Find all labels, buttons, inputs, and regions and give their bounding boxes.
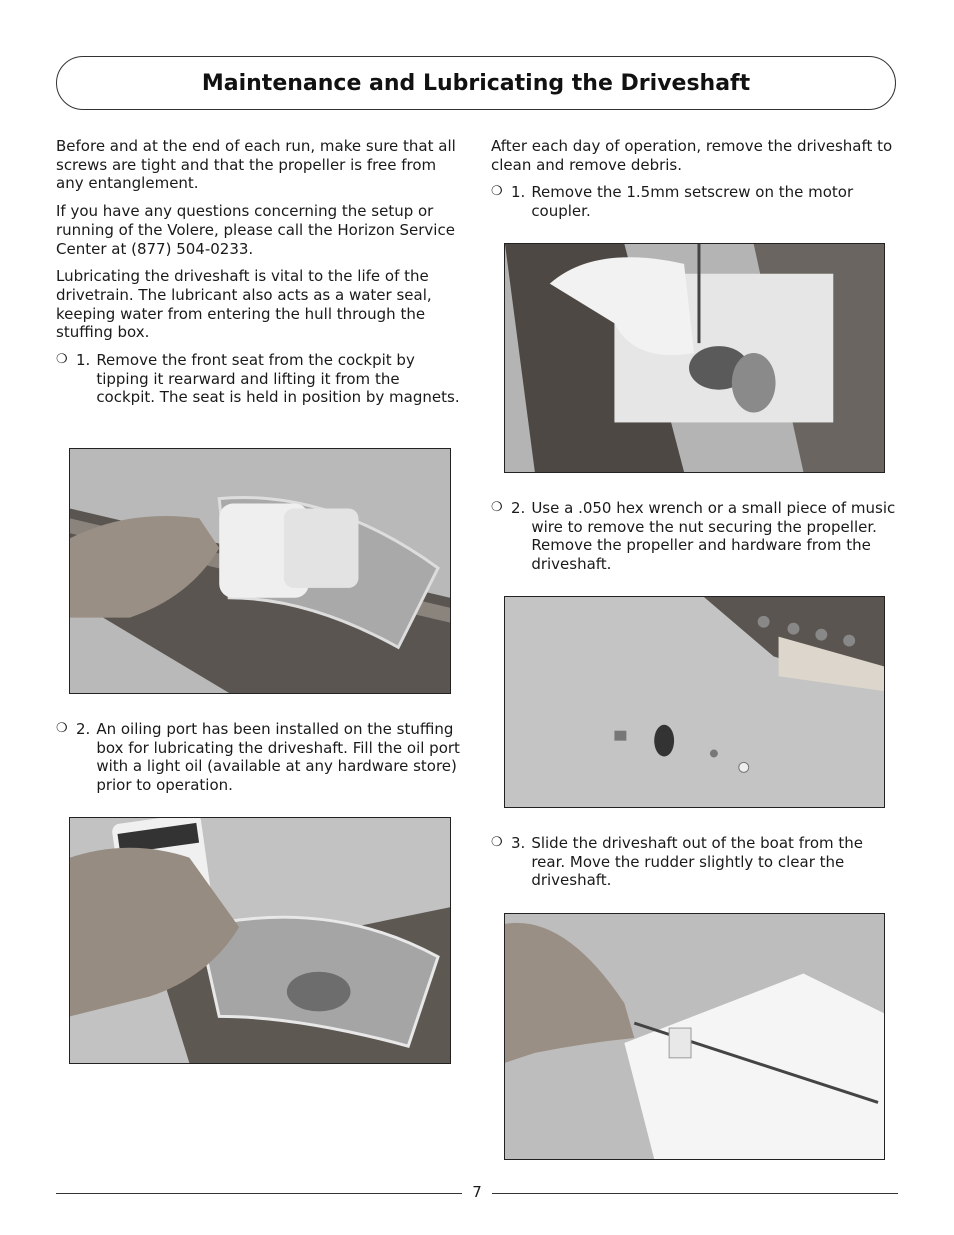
step-1-setscrew xyxy=(491,183,899,220)
paragraph: If you have any questions concerning the setup or running of the Volere, please call the Horizon Service Center at (877) 504-0233. xyxy=(56,202,455,258)
step-text: Remove the 1.5mm setscrew on the motor coupler. xyxy=(531,183,854,221)
checkbox-icon[interactable]: ❍ xyxy=(491,184,503,200)
step-2-oiling-port xyxy=(56,720,461,795)
step-2-remove-propeller xyxy=(491,499,899,574)
step-number: 1. xyxy=(511,183,526,202)
checkbox-icon[interactable]: ❍ xyxy=(491,835,503,850)
step-1-remove-seat xyxy=(56,351,461,407)
right-column-step-2 xyxy=(491,499,899,583)
step-number: 3. xyxy=(511,834,526,852)
step-number: 1. xyxy=(76,351,91,370)
photo-propeller-hardware xyxy=(504,596,885,808)
step-text: Use a .050 hex wrench or a small piece of music wire to remove the nut securing the propeller. Remove the propeller and hardware from the driveshaft. xyxy=(531,499,896,574)
checkbox-icon[interactable]: ❍ xyxy=(56,352,68,368)
photo-remove-seat xyxy=(69,448,451,694)
paragraph: Before and at the end of each run, make sure that all screws are tight and that the propeller is free from any entanglement. xyxy=(56,137,456,193)
step-3-slide-driveshaft xyxy=(491,834,899,890)
page-number: 7 xyxy=(472,1183,482,1201)
page-title: Maintenance and Lubricating the Driveshaft xyxy=(201,70,751,96)
step-text: Remove the front seat from the cockpit by tipping it rearward and lifting it from the cockpit. The seat is held in position by magnets. xyxy=(96,351,460,407)
footer-divider-left xyxy=(56,1193,462,1194)
checkbox-icon[interactable]: ❍ xyxy=(56,721,68,736)
title-banner xyxy=(56,56,896,110)
footer-divider-right xyxy=(492,1193,898,1194)
paragraph: Lubricating the driveshaft is vital to the life of the drivetrain. The lubricant also acts as a water seal, keeping water from entering the hull through the stuffing box. xyxy=(56,267,432,342)
photo-motor-coupler xyxy=(504,243,885,473)
photo-slide-driveshaft xyxy=(504,913,885,1160)
step-text: Slide the driveshaft out of the boat from the rear. Move the rudder slightly to clear the driveshaft. xyxy=(531,834,863,890)
photo-oil-port xyxy=(69,817,451,1064)
step-number: 2. xyxy=(76,720,91,738)
step-text: An oiling port has been installed on the stuffing box for lubricating the driveshaft. Fill the oil port with a light oil (available at any hardware store) prior to operation. xyxy=(96,720,460,795)
paragraph: After each day of operation, remove the driveshaft to clean and remove debris. xyxy=(491,137,893,174)
right-column-step-3 xyxy=(491,834,899,899)
checkbox-icon[interactable]: ❍ xyxy=(491,500,503,515)
left-column-step-2 xyxy=(56,720,461,804)
left-column xyxy=(56,137,461,416)
step-number: 2. xyxy=(511,499,526,517)
right-column xyxy=(491,137,899,230)
